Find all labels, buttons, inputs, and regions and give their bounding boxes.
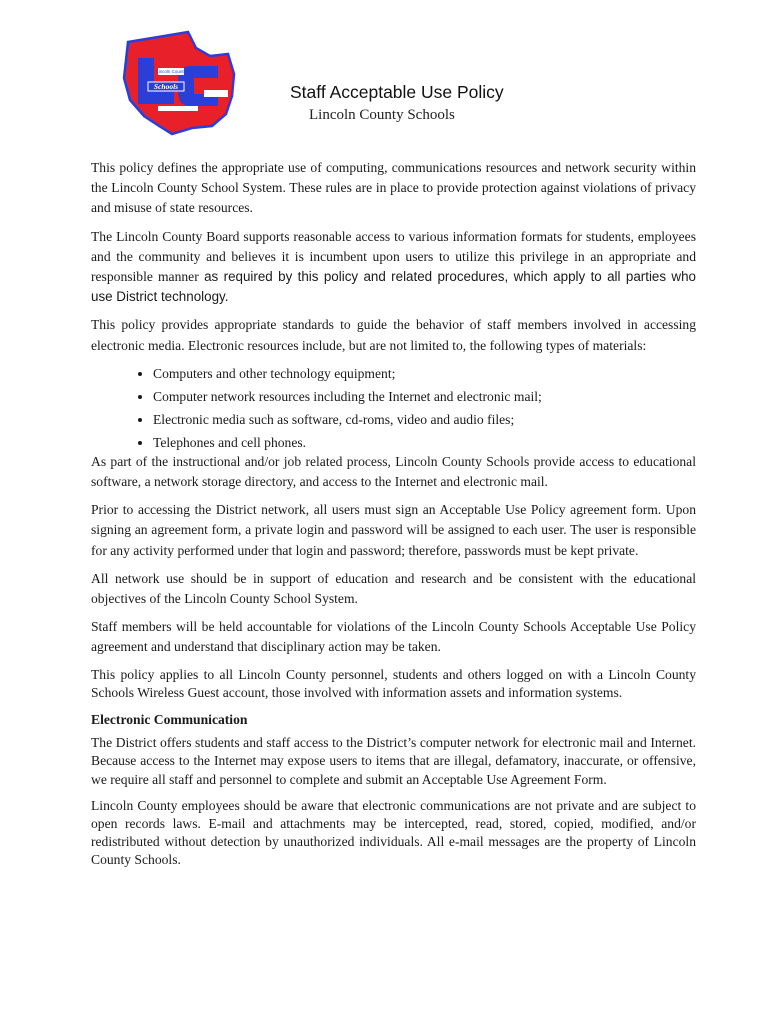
page-subtitle: Lincoln County Schools	[309, 107, 455, 123]
policy-body	[91, 158, 696, 878]
logo-text-top: Lincoln County	[156, 69, 186, 74]
paragraph-board-support	[91, 227, 696, 308]
paragraph-network-use: All network use should be in support of education and research and be consistent with the educational objectives of the Lincoln County School System.	[91, 570, 696, 607]
paragraph-board-support-sans: as required by this policy and related procedures, which apply to all parties who use District technology.	[91, 269, 697, 305]
district-logo	[118, 30, 242, 136]
paragraph-standards: This policy provides appropriate standards to guide the behavior of staff members involved in accessing electronic media. Electronic resources include, but are not limited to, the following types of materials:	[91, 317, 696, 353]
list-item: • Computer network resources including the Internet and electronic mail;	[153, 387, 696, 406]
paragraph-access: As part of the instructional and/or job related process, Lincoln County Schools provide access to educational software, a network storage directory, and access to the Internet and electronic mail.	[91, 453, 696, 490]
paragraph-open-records: Lincoln County employees should be aware that electronic communications are not private and are subject to open records laws. E-mail and attachments may be intercepted, read, stored, copied, modified, and/or redistributed without detection by unauthorized individuals. All e-mail messages are the property of Lincoln County Schools.	[91, 797, 696, 868]
list-item: • Electronic media such as software, cd-roms, video and audio files;	[153, 410, 696, 429]
paragraph-applies: This policy applies to all Lincoln County personnel, students and others logged on with a Lincoln County Schools Wireless Guest account, those involved with information assets and information systems.	[91, 666, 696, 700]
heading-electronic-communication: Electronic Communication	[91, 712, 248, 728]
paragraph-agreement-form: Prior to accessing the District network, all users must sign an Acceptable Use Policy agreement form. Upon signing an agreement form, a private login and password will be assigned to each user. The user is responsible for any activity performed under that login and password; therefore, passwords must be kept private.	[91, 502, 696, 558]
resource-list	[91, 364, 696, 452]
paragraph-board-support-serif: The Lincoln County Board supports reasonable access to various information formats for students, employees and the community and believes it is incumbent upon users to utilize this privilege in an appropriate and responsible manner	[91, 228, 696, 285]
paragraph-purpose: This policy defines the appropriate use of computing, communications resources and network security within the Lincoln County School System. These rules are in place to provide protection against violations of privacy and misuse of state resources.	[91, 160, 696, 216]
list-item: • Telephones and cell phones.	[153, 433, 696, 452]
list-item: • Computers and other technology equipment;	[153, 364, 696, 383]
paragraph-email-internet: The District offers students and staff access to the District’s computer network for electronic mail and Internet. Because access to the Internet may expose users to items that are illegal, defamatory, inaccurate, or offensive, we require all staff and personnel to complete and submit an Acceptable Use Agreement Form.	[91, 735, 696, 787]
page-title: Staff Acceptable Use Policy	[290, 82, 504, 102]
paragraph-accountability: Staff members will be held accountable for violations of the Lincoln County Schools Acceptable Use Policy agreement and understand that disciplinary action may be taken.	[91, 619, 696, 655]
logo-text-mid: Schools	[153, 82, 179, 91]
